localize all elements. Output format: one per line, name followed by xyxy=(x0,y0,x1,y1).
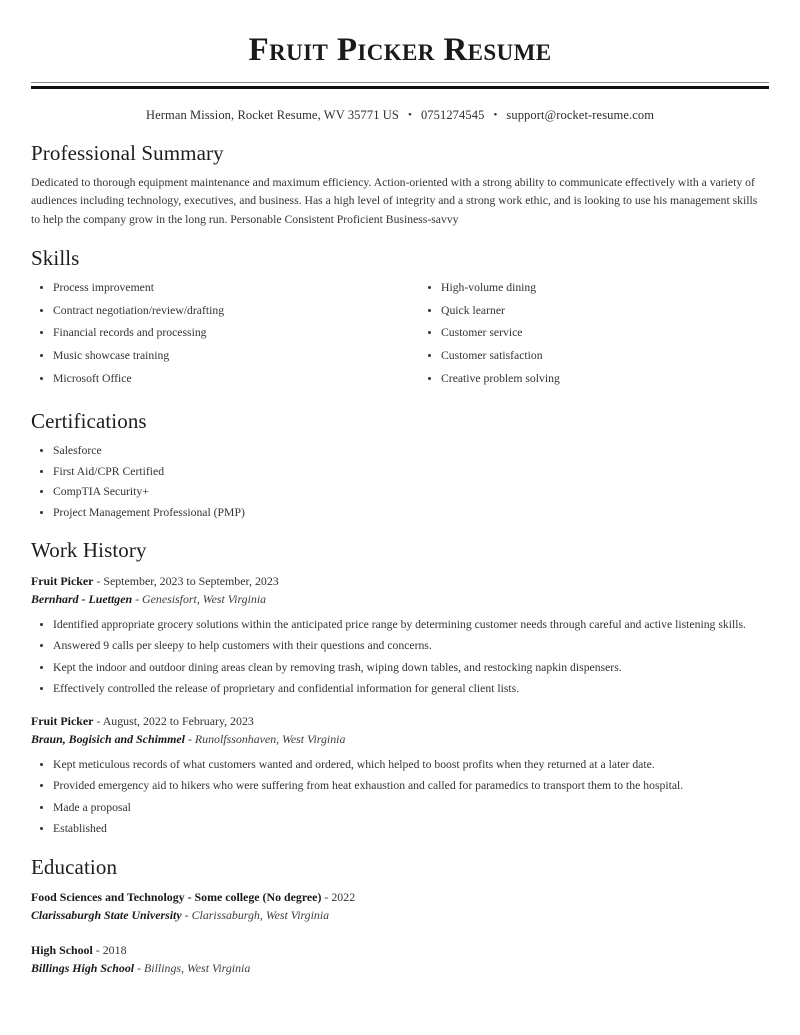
list-item: High-volume dining xyxy=(419,279,769,297)
separator-dash: - xyxy=(324,890,329,904)
separator-dash: - xyxy=(187,732,192,747)
education-school: Clarissaburgh State University xyxy=(31,908,182,923)
education-degree: Food Sciences and Technology - Some college (No degree) xyxy=(31,890,322,904)
list-item: First Aid/CPR Certified xyxy=(31,463,769,481)
education-year: 2022 xyxy=(331,890,356,904)
work-entry-location: Runolfssonhaven, West Virginia xyxy=(194,732,346,747)
education-location: Clarissaburgh, West Virginia xyxy=(191,908,330,923)
contact-phone: 0751274545 xyxy=(420,108,485,123)
work-entry-employer xyxy=(31,590,769,608)
education-entry-school xyxy=(31,906,769,924)
contact-address: Herman Mission, Rocket Resume, WV 35771 US xyxy=(145,108,399,123)
summary-text: Dedicated to thorough equipment maintenance and maximum efficiency. Action-oriented with a strong ability to communicate effectively with a variety of audiences including technology, executives, and business. Has a high level of integrity and a strong work ethic, and is looking to use his management skills to help the company grow in the long run. Personable Consistent Proficient Business-savvy xyxy=(31,175,758,226)
list-item: Established xyxy=(31,820,769,838)
list-item: Salesforce xyxy=(31,442,769,460)
work-entry xyxy=(31,712,769,838)
list-item: Quick learner xyxy=(419,302,769,320)
work-entry-bullets xyxy=(31,756,769,838)
section-work-history xyxy=(31,538,769,837)
list-item: Kept the indoor and outdoor dining areas clean by removing trash, wiping down tables, and restocking napkin dispensers. xyxy=(31,659,769,677)
work-entry-header xyxy=(31,572,769,590)
work-entry-dates: August, 2022 to February, 2023 xyxy=(102,713,254,728)
list-item: Contract negotiation/review/drafting xyxy=(31,302,400,320)
skills-list-right xyxy=(419,279,769,387)
page-title: Fruit Picker Resume xyxy=(248,32,552,68)
work-entry-company: Braun, Bogisich and Schimmel xyxy=(31,732,185,747)
section-heading-education: Education xyxy=(31,854,118,879)
certifications-list xyxy=(31,442,769,521)
separator-dash: - xyxy=(96,713,101,728)
work-entry xyxy=(31,572,769,698)
skills-columns xyxy=(31,279,769,392)
education-entry-school xyxy=(31,959,769,977)
work-entry-company: Bernhard - Luettgen xyxy=(31,592,133,607)
section-skills xyxy=(31,246,769,392)
separator-dash: - xyxy=(96,573,101,588)
list-item: Project Management Professional (PMP) xyxy=(31,504,769,522)
list-item: Financial records and processing xyxy=(31,324,400,342)
separator-dash: - xyxy=(135,592,140,607)
work-entry-dates: September, 2023 to September, 2023 xyxy=(103,573,279,588)
education-school: Billings High School xyxy=(31,961,135,976)
section-heading-work-history: Work History xyxy=(31,538,147,563)
education-entry xyxy=(31,941,769,978)
list-item: Identified appropriate grocery solutions within the anticipated price range by determining customer needs through careful and active listening skills. xyxy=(31,616,769,634)
contact-line xyxy=(31,107,769,123)
section-heading-skills: Skills xyxy=(31,246,80,271)
contact-separator-icon: • xyxy=(493,109,498,122)
separator-dash: - xyxy=(137,961,142,976)
education-entry-header xyxy=(31,941,769,959)
section-professional-summary xyxy=(31,141,769,230)
separator-dash: - xyxy=(95,942,100,957)
list-item: Made a proposal xyxy=(31,799,769,817)
divider-thick-line xyxy=(31,86,769,89)
list-item: CompTIA Security+ xyxy=(31,483,769,501)
skills-column-right xyxy=(400,279,769,392)
skills-list-left xyxy=(31,279,400,387)
list-item: Kept meticulous records of what customers wanted and ordered, which helped to boost profits when they returned at a later date. xyxy=(31,756,769,774)
section-heading-certifications: Certifications xyxy=(31,409,147,434)
list-item: Customer service xyxy=(419,324,769,342)
separator-dash: - xyxy=(184,908,189,923)
work-entry-location: Genesisfort, West Virginia xyxy=(142,592,267,607)
list-item: Creative problem solving xyxy=(419,370,769,388)
work-entry-bullets xyxy=(31,616,769,698)
education-entry xyxy=(31,888,769,925)
section-education xyxy=(31,855,769,978)
education-degree: High School xyxy=(31,942,93,957)
list-item: Effectively controlled the release of proprietary and confidential information for general client lists. xyxy=(31,680,769,698)
contact-separator-icon: • xyxy=(407,109,412,122)
work-entry-role: Fruit Picker xyxy=(31,573,94,588)
section-certifications xyxy=(31,409,769,521)
list-item: Music showcase training xyxy=(31,347,400,365)
list-item: Microsoft Office xyxy=(31,370,400,388)
work-entry-employer xyxy=(31,730,769,748)
section-heading-summary: Professional Summary xyxy=(31,140,224,165)
education-location: Billings, West Virginia xyxy=(144,961,251,976)
education-entry-header xyxy=(31,888,769,906)
education-year: 2018 xyxy=(102,942,127,957)
list-item: Process improvement xyxy=(31,279,400,297)
skills-column-left xyxy=(31,279,400,392)
header-divider xyxy=(31,82,769,89)
list-item: Answered 9 calls per sleepy to help customers with their questions and concerns. xyxy=(31,637,769,655)
work-entry-role: Fruit Picker xyxy=(31,713,94,728)
work-entry-header xyxy=(31,712,769,730)
list-item: Provided emergency aid to hikers who were suffering from heat exhaustion and called for paramedics to transport them to the hospital. xyxy=(31,777,769,795)
contact-email: support@rocket-resume.com xyxy=(506,108,655,123)
list-item: Customer satisfaction xyxy=(419,347,769,365)
